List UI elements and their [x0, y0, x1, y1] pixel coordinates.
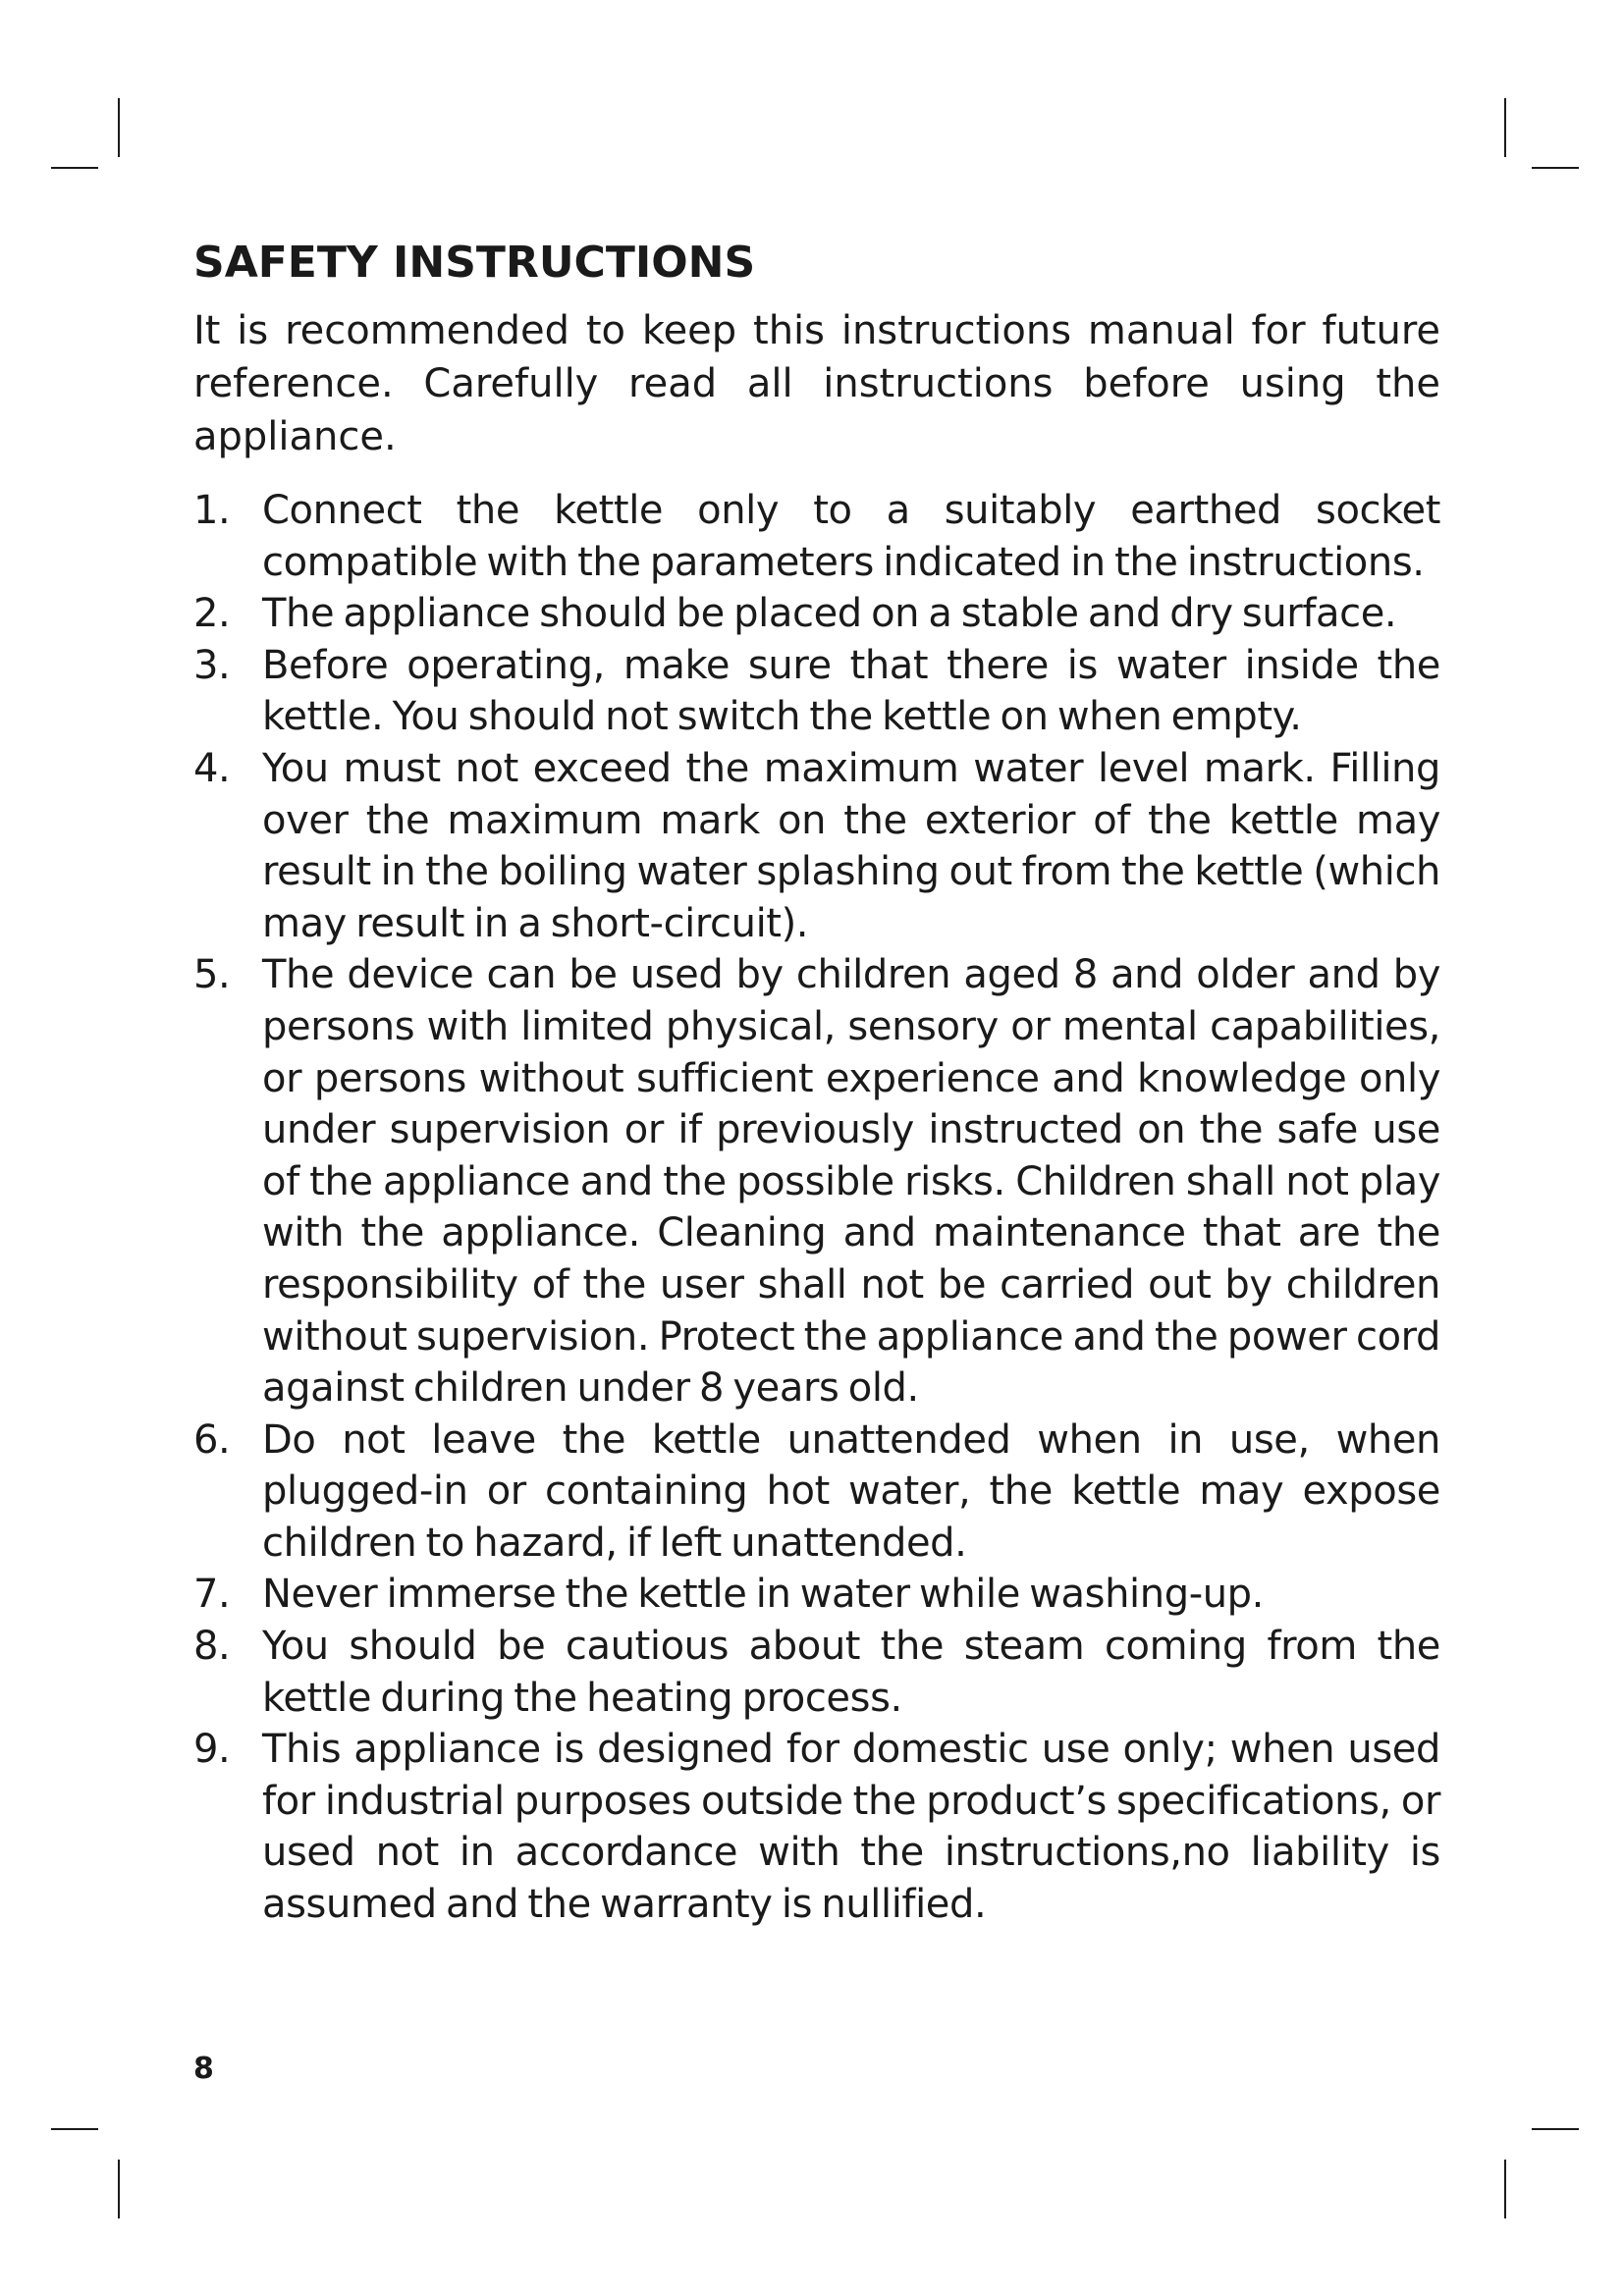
- item-text: The device can be used by children aged 8 and older and by persons with limited physical, sensory or mental capabilities, or persons without sufficient experience and knowledge only under supervision or if previously instructed on the safe use of the appliance and the possible risks. Children shall not play with the appliance. Cleaning and maintenance that are the responsibility of the user shall not be carried out by children without supervision. Protect the appliance and the power cord against children under 8 years old.: [262, 952, 1440, 1412]
- list-item: [193, 485, 1440, 588]
- list-item: [193, 949, 1440, 1414]
- list-item: [193, 743, 1440, 949]
- item-text: The appliance should be placed on a stable and dry surface.: [262, 591, 1397, 637]
- crop-mark-bottom-left-horizontal: [51, 2128, 98, 2130]
- item-number: 1.: [193, 488, 231, 533]
- item-text: You should be cautious about the steam coming from the kettle during the heating process.: [262, 1624, 1440, 1721]
- item-text: You must not exceed the maximum water level mark. Filling over the maximum mark on the exterior of the kettle may result in the boiling water splashing out from the kettle (which may result in a short-circuit).: [262, 745, 1440, 946]
- crop-mark-bottom-left-vertical: [118, 2160, 120, 2218]
- list-item: [193, 588, 1440, 640]
- list-item: [193, 1724, 1440, 1930]
- list-item: [193, 640, 1440, 743]
- item-number: 8.: [193, 1624, 231, 1670]
- item-number: 4.: [193, 745, 231, 791]
- item-text: Before operating, make sure that there is water inside the kettle. You should not switch the kettle on when empty.: [262, 642, 1440, 740]
- page-number: 8: [193, 2052, 214, 2086]
- item-number: 7.: [193, 1572, 231, 1618]
- item-number: 2.: [193, 591, 231, 637]
- item-number: 5.: [193, 952, 231, 998]
- list-item: [193, 1415, 1440, 1570]
- item-text: This appliance is designed for domestic use only; when used for industrial purposes outside the product’s specifications, or used not in accordance with the instructions,no liability is assumed and the warranty is nullified.: [262, 1727, 1440, 1928]
- page-content: [193, 236, 1440, 1931]
- list-item: [193, 1569, 1440, 1621]
- crop-mark-bottom-right-horizontal: [1532, 2128, 1579, 2130]
- item-number: 6.: [193, 1416, 231, 1463]
- crop-mark-top-right-vertical: [1504, 98, 1506, 157]
- safety-list: [193, 485, 1440, 1931]
- item-number: 3.: [193, 642, 231, 688]
- crop-mark-top-left-horizontal: [51, 167, 98, 169]
- item-text: Never immerse the kettle in water while washing-up.: [262, 1572, 1264, 1618]
- item-text: Connect the kettle only to a suitably earthed socket compatible with the parameters indicated in the instructions.: [262, 488, 1440, 585]
- item-text: Do not leave the kettle unattended when in use, when plugged-in or containing hot water, the kettle may expose children to hazard, if left unattended.: [262, 1416, 1440, 1566]
- intro-paragraph: It is recommended to keep this instructions manual for future reference. Carefully read all instructions before using the appliance.: [193, 308, 1440, 459]
- page-title: SAFETY INSTRUCTIONS: [193, 238, 756, 288]
- item-number: 9.: [193, 1727, 231, 1773]
- crop-mark-top-right-horizontal: [1532, 167, 1579, 169]
- crop-mark-top-left-vertical: [118, 98, 120, 157]
- list-item: [193, 1621, 1440, 1724]
- crop-mark-bottom-right-vertical: [1504, 2160, 1506, 2218]
